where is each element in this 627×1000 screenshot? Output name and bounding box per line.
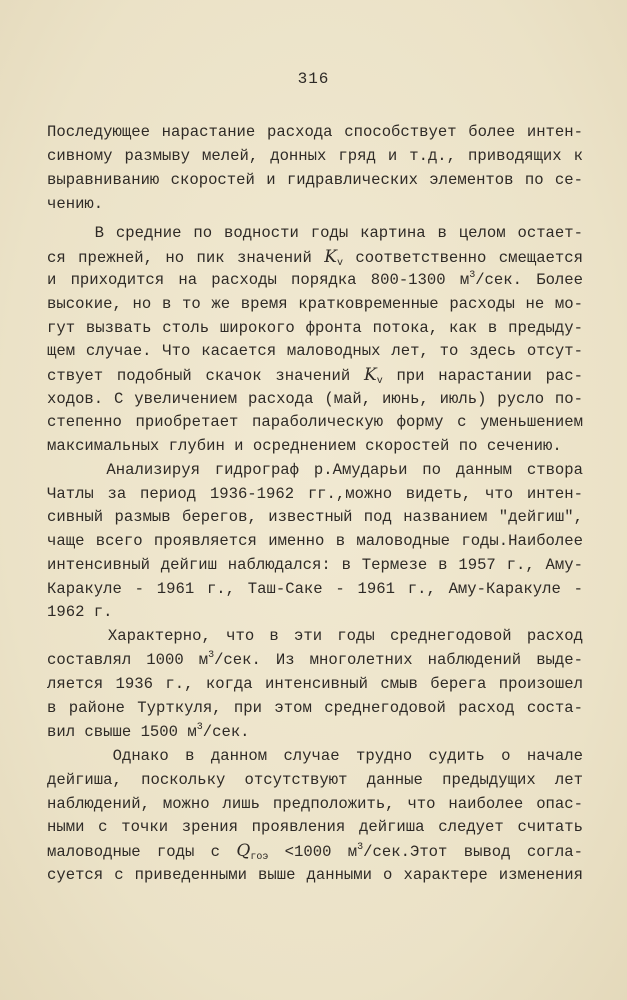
text-segment: /сек. bbox=[202, 723, 250, 741]
subscript: v bbox=[376, 376, 383, 387]
text-segment: сивному размыву мелей, донных гряд и т.д., приводящих к bbox=[47, 147, 583, 165]
text-line bbox=[47, 316, 583, 340]
text-segment: ствует подобный скачок значений bbox=[47, 367, 364, 385]
text-segment: при нарастании рас- bbox=[382, 367, 584, 385]
math-symbol: K bbox=[363, 365, 377, 385]
superscript: 3 bbox=[196, 722, 203, 733]
text-line bbox=[47, 268, 583, 292]
text-line bbox=[47, 600, 583, 624]
text-segment: сивный размыв берегов, известный под названием "дейгиш", bbox=[47, 508, 583, 526]
text-segment: 1962 г. bbox=[47, 603, 113, 621]
text-line bbox=[47, 744, 583, 768]
text-segment: дейгиша, поскольку отсутствуют данные предыдущих лет bbox=[47, 771, 583, 789]
superscript: 3 bbox=[208, 650, 215, 661]
text-segment: в районе Турткуля, при этом среднегодовой расход соста- bbox=[47, 699, 583, 717]
text-line bbox=[47, 292, 583, 316]
text-segment: составлял 1000 м bbox=[47, 651, 209, 669]
text-line bbox=[47, 120, 583, 144]
text-segment: ся прежней, но пик значений bbox=[47, 249, 325, 267]
math-symbol: K bbox=[324, 247, 337, 267]
text-segment: чению. bbox=[47, 195, 104, 213]
subscript: гоэ bbox=[250, 852, 269, 863]
superscript: 3 bbox=[469, 270, 476, 281]
text-segment: суется с приведенными выше данными о характере изменения bbox=[47, 866, 583, 884]
text-segment: выравниванию скоростей и гидравлических элементов по се- bbox=[47, 171, 583, 189]
text-segment: Характерно, что в эти годы среднегодовой расход bbox=[47, 627, 583, 645]
text-segment: ходов. С увеличением расхода (май, июнь, июль) русло по- bbox=[47, 390, 583, 408]
text-line bbox=[47, 482, 583, 506]
text-line bbox=[47, 720, 583, 744]
text-line bbox=[47, 577, 583, 601]
text-segment: наблюдений, можно лишь предположить, что наиболее опас- bbox=[47, 795, 583, 813]
text-segment: /сек.Этот вывод согла- bbox=[363, 843, 583, 861]
text-segment: Чатлы за период 1936-1962 гг.,можно видеть, что интен- bbox=[47, 485, 583, 503]
text-line bbox=[47, 648, 583, 672]
text-segment: и приходится на расходы порядка 800-1300 м bbox=[47, 271, 470, 289]
text-segment: В средние по водности годы картина в целом остает- bbox=[47, 224, 583, 242]
text-line bbox=[47, 410, 583, 434]
text-line bbox=[47, 221, 583, 245]
text-segment: максимальных глубин и осреднением скоростей по сечению. bbox=[47, 437, 562, 455]
text-segment: маловодные годы с bbox=[47, 843, 237, 861]
text-segment: /сек. Более bbox=[475, 271, 583, 289]
text-segment: чаще всего проявляется именно в маловодные годы.Наиболее bbox=[47, 532, 583, 550]
text-segment: ными с точки зрения проявления дейгиша следует считать bbox=[47, 818, 583, 836]
text-segment: Последующее нарастание расхода способствует более интен- bbox=[47, 123, 583, 141]
text-line bbox=[47, 339, 583, 363]
text-segment: соответственно смещается bbox=[342, 249, 583, 267]
math-symbol: Q bbox=[236, 841, 251, 861]
text-line bbox=[47, 839, 583, 863]
text-line bbox=[47, 144, 583, 168]
text-line bbox=[47, 505, 583, 529]
text-segment: высокие, но в то же время кратковременные расходы не мо- bbox=[47, 295, 583, 313]
text-line bbox=[47, 363, 583, 387]
text-line bbox=[47, 245, 583, 269]
text-line bbox=[47, 768, 583, 792]
text-segment: ляется 1936 г., когда интенсивный смыв берега произошел bbox=[47, 675, 583, 693]
text-segment: Каракуле - 1961 г., Таш-Саке - 1961 г., Аму-Каракуле - bbox=[47, 580, 583, 598]
text-segment: Анализируя гидрограф р.Амударьи по данным створа bbox=[47, 461, 583, 479]
text-line bbox=[47, 815, 583, 839]
text-segment: Однако в данном случае трудно судить о начале bbox=[47, 747, 583, 765]
text-line bbox=[47, 672, 583, 696]
text-line bbox=[47, 529, 583, 553]
text-line bbox=[47, 434, 583, 458]
text-segment: степенно приобретает параболическую форму с уменьшением bbox=[47, 413, 583, 431]
text-segment: щем случае. Что касается маловодных лет, то здесь отсут- bbox=[47, 342, 583, 360]
text-segment: гут вызвать столь широкого фронта потока, как в предыду- bbox=[47, 319, 583, 337]
superscript: 3 bbox=[357, 842, 364, 853]
text-segment: интенсивный дейгиш наблюдался: в Термезе в 1957 г., Аму- bbox=[47, 556, 583, 574]
text-line bbox=[47, 192, 583, 216]
text-line bbox=[47, 863, 583, 887]
text-line bbox=[47, 553, 583, 577]
subscript: v bbox=[336, 258, 343, 269]
page-number: 316 bbox=[297, 70, 330, 88]
text-line bbox=[47, 168, 583, 192]
text-line bbox=[47, 387, 583, 411]
text-line bbox=[47, 458, 583, 482]
text-segment: <1000 м bbox=[268, 843, 358, 861]
text-line bbox=[47, 696, 583, 720]
text-line bbox=[47, 624, 583, 648]
text-segment: вил свыше 1500 м bbox=[47, 723, 197, 741]
text-line bbox=[47, 792, 583, 816]
text-segment: /сек. Из многолетних наблюдений выде- bbox=[214, 651, 583, 669]
